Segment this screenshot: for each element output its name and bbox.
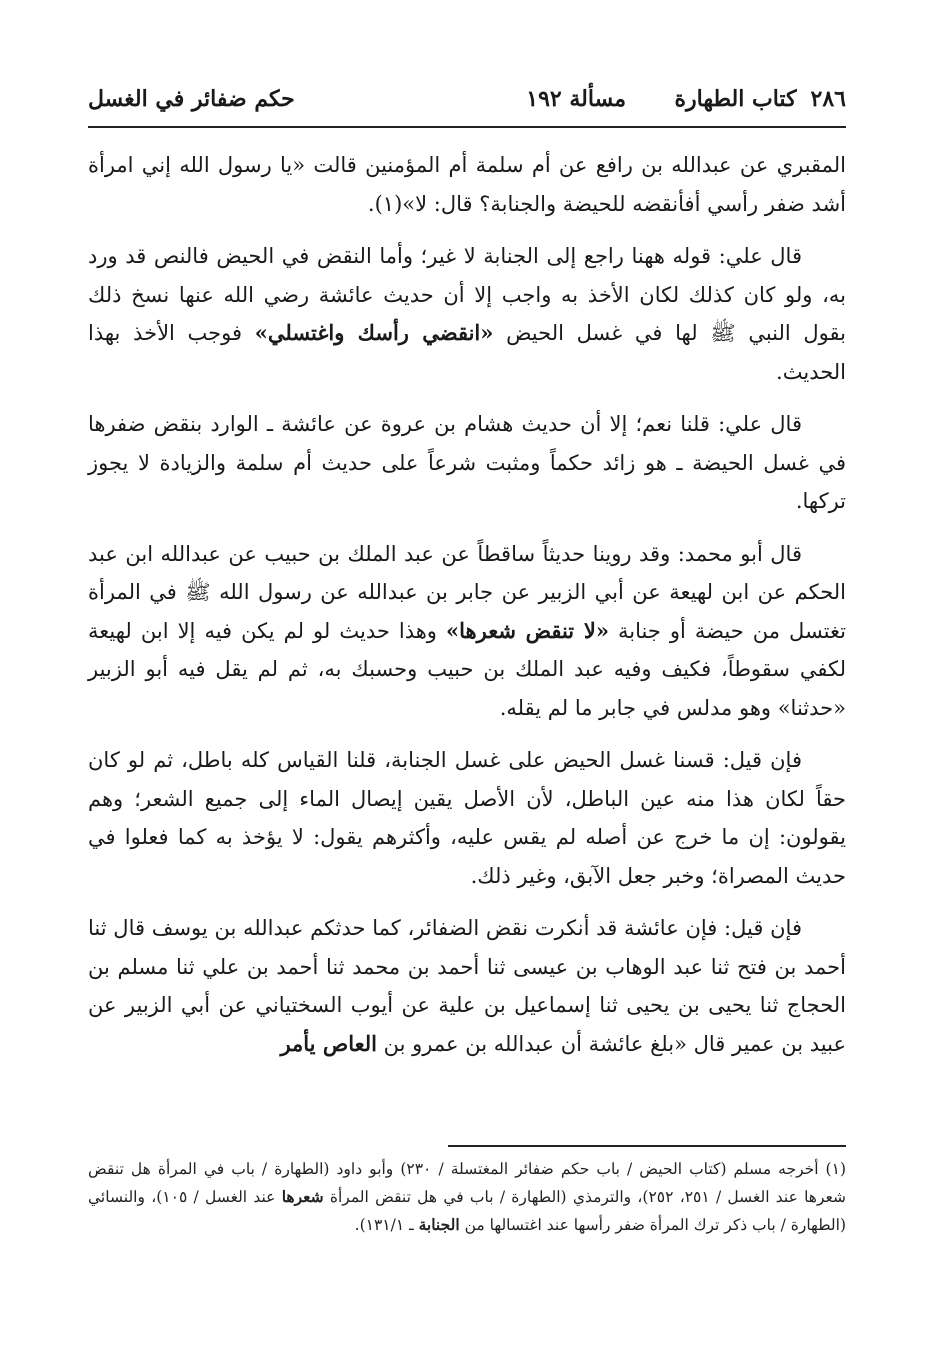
header-book-title-group — [675, 86, 847, 112]
main-text — [88, 146, 846, 1077]
paragraph — [88, 909, 846, 1063]
footnote-bold: شعرها — [281, 1187, 324, 1206]
paragraph-text: فوجب الأخذ بهذا الحديث. — [88, 321, 846, 384]
footnote — [88, 1156, 846, 1239]
footnote-divider — [448, 1145, 846, 1147]
paragraph — [88, 405, 846, 521]
footnote-text: ـ ١٣١/١). — [354, 1216, 419, 1234]
paragraph-text: وهذا حديث لو لم يكن فيه إلا ابن لهيعة لكفي سقوطاً، فكيف وفيه عبد الملك بن حبيب وحسبك به، ثم لم يقل فيه أبو الزبير «حدثنا» وهو مدلس في جابر ما لم يقله. — [88, 618, 846, 720]
running-header — [88, 86, 846, 122]
footnote-bold: الجنابة — [418, 1215, 460, 1234]
bold-quote: «لا تنقض شعرها» — [446, 617, 609, 643]
chapter-title: حكم ضفائر في الغسل — [88, 86, 295, 112]
bold-quote: «انقضي رأسك واغتسلي» — [254, 320, 494, 345]
header-divider — [88, 126, 846, 128]
paragraph — [88, 741, 846, 895]
paragraph-text: قال أبو محمد: وقد روينا حديثاً ساقطاً عن عبد الملك بن حبيب عن عبدالله ابن عبد الحكم عن ابن لهيعة عن أبي الزبير عن جابر بن عبدالله عن رسول الله ﷺ في المرأة تغتسل من حيضة أو جنابة — [88, 541, 846, 643]
bold-phrase: العاص يأمر — [280, 1030, 377, 1056]
footnote-text: (١) أخرجه مسلم (كتاب الحيض / باب حكم ضفائر المغتسلة / ٢٣٠) وأبو داود (الطهارة / باب في المرأة هل تنقض شعرها عند الغسل / ٢٥١، ٢٥٢)، والترمذي (الطهارة / باب في هل تنقض المرأة — [88, 1160, 846, 1206]
paragraph-text: فإن قيل: قسنا غسل الحيض على غسل الجنابة، قلنا القياس كله باطل، ثم لو كان حقاً لكان هذا منه عين الباطل، لأن الأصل يقين إيصال الماء إلى جميع الشعر؛ وهم يقولون: إن ما خرج عن أصله لم يقس عليه، وأكثرهم يقول: لا يؤخذ به كما فعلوا في حديث المصراة؛ وخبر جعل الآبق، وغير ذلك. — [88, 748, 846, 888]
paragraph-text: قال علي: قوله ههنا راجع إلى الجنابة لا غير؛ وأما النقض في الحيض فالنص قد ورد به، ولو كان كذلك لكان الأخذ به واجب إلا أن حديث عائشة رضي الله عنها نسخ ذلك بقول النبي ﷺ لها في غسل الحيض — [88, 244, 846, 345]
page-number: ٢٨٦ — [810, 86, 846, 112]
footnote-text: عند الغسل / ١٠٥)، والنسائي (الطهارة / باب ذكر ترك المرأة ضفر رأسها عند اغتسالها من — [88, 1188, 846, 1234]
paragraph-text: قال علي: قلنا نعم؛ إلا أن حديث هشام بن عروة عن عائشة ـ الوارد بنقض ضفرها في غسل الحيضة ـ هو زائد حكماً ومثبت شرعاً على حديث أم سلمة والزيادة لا يجوز تركها. — [88, 412, 846, 513]
paragraph — [88, 535, 846, 728]
paragraph — [88, 146, 846, 223]
paragraph — [88, 237, 846, 391]
paragraph-text: المقبري عن عبدالله بن رافع عن أم سلمة أم المؤمنين قالت «يا رسول الله إني امرأة أشد ضفر رأسي أفأنقضه للحيضة والجنابة؟ قال: لا»(١). — [88, 153, 846, 216]
paragraph-text: فإن قيل: فإن عائشة قد أنكرت نقض الضفائر، كما حدثكم عبدالله بن يوسف قال ثنا أحمد بن فتح ثنا عبد الوهاب بن عيسى ثنا أحمد بن محمد ثنا أحمد بن علي ثنا مسلم بن الحجاج ثنا يحيى بن يحيى ثنا إسماعيل بن علية عن أيوب السختياني عن أبي الزبير عن عبيد بن عمير قال «بلغ عائشة أن عبدالله بن عمرو بن — [88, 916, 846, 1056]
book-title: كتاب الطهارة — [674, 86, 797, 112]
issue-number: مسألة ١٩٢ — [526, 86, 626, 112]
